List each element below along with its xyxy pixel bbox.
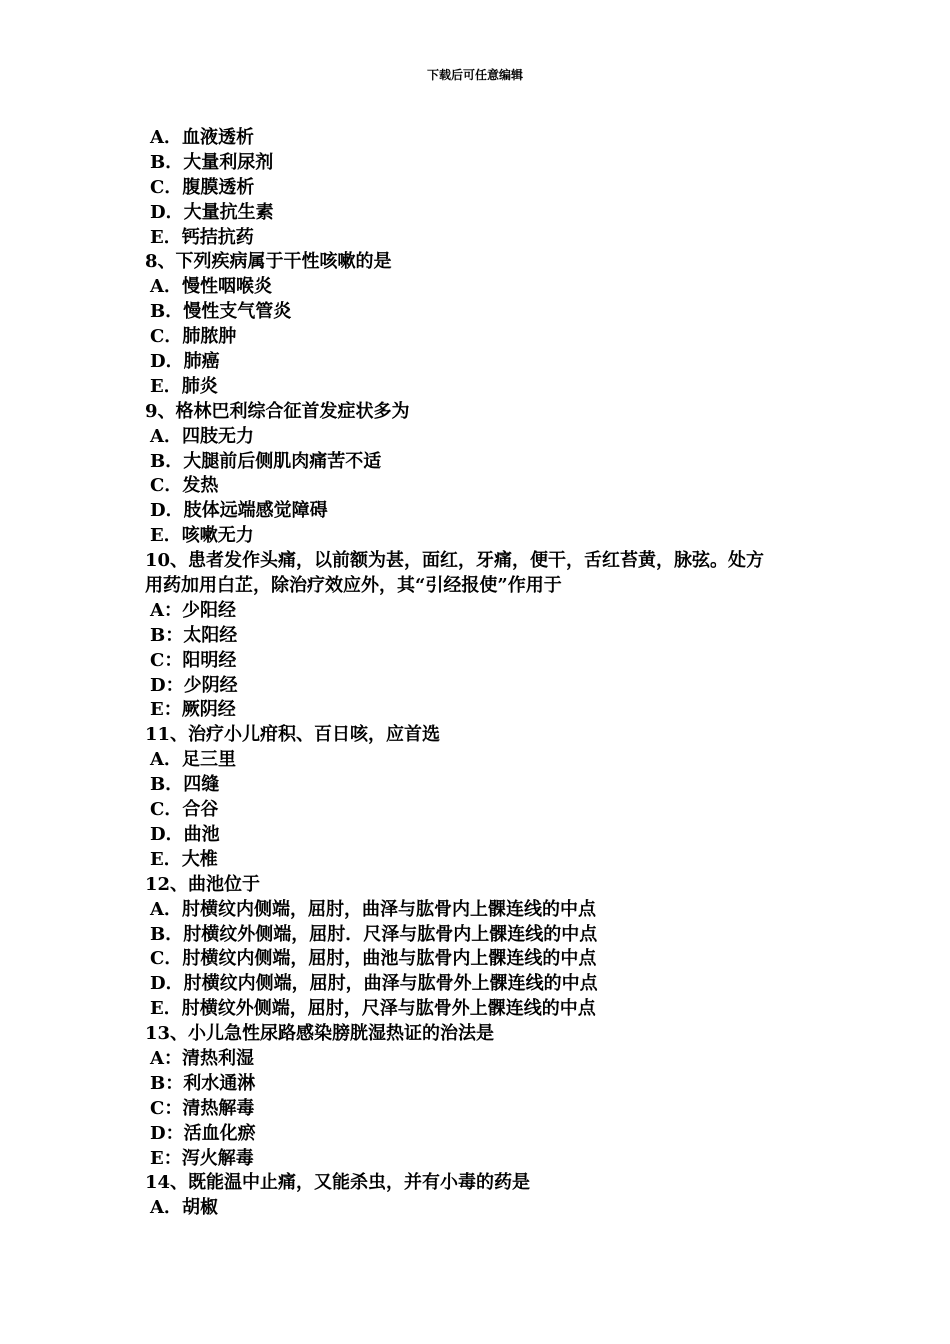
option-line: D．曲池 — [150, 823, 220, 845]
option-line: B：太阳经 — [150, 624, 238, 646]
question-line: 11、治疗小儿疳积、百日咳，应首选 — [145, 724, 441, 746]
option-line: E．咳嗽无力 — [150, 525, 254, 547]
option-line: C．合谷 — [150, 799, 219, 821]
option-line: D．肘横纹内侧端，屈肘，曲泽与肱骨外上髁连线的中点 — [150, 973, 598, 995]
option-line: B．大腿前后侧肌肉痛苦不适 — [150, 450, 382, 472]
option-line: D：少阴经 — [150, 674, 238, 696]
document-body — [145, 126, 825, 1221]
option-line: C：阳明经 — [150, 649, 237, 671]
option-line: D．大量抗生素 — [150, 201, 274, 223]
option-line: E．肘横纹外侧端，屈肘，尺泽与肱骨外上髁连线的中点 — [150, 998, 596, 1020]
question-line: 10、患者发作头痛，以前额为甚，面红，牙痛，便干，舌红苔黄，脉弦。处方 — [145, 550, 765, 572]
option-line: A．足三里 — [150, 749, 236, 771]
option-line: C．发热 — [150, 475, 219, 497]
option-line: C．腹膜透析 — [150, 176, 255, 198]
option-line: A．四肢无力 — [150, 425, 254, 447]
option-line: A：少阳经 — [150, 599, 236, 621]
option-line: C．肺脓肿 — [150, 326, 237, 348]
question-line: 14、既能温中止痛，又能杀虫，并有小毒的药是 — [145, 1172, 531, 1194]
option-line: D．肢体远端感觉障碍 — [150, 500, 328, 522]
option-line: B：利水通淋 — [150, 1072, 256, 1094]
option-line: A．慢性咽喉炎 — [150, 276, 272, 298]
question-line: 8、下列疾病属于干性咳嗽的是 — [145, 251, 392, 273]
question-line: 9、格林巴利综合征首发症状多为 — [145, 400, 410, 422]
option-line: A．肘横纹内侧端，屈肘，曲泽与肱骨内上髁连线的中点 — [150, 898, 596, 920]
option-line: E．肺炎 — [150, 375, 218, 397]
option-line: D：活血化瘀 — [150, 1122, 256, 1144]
option-line: C．肘横纹内侧端，屈肘，曲池与肱骨内上髁连线的中点 — [150, 948, 597, 970]
option-line: B．慢性支气管炎 — [150, 301, 292, 323]
option-line: D．肺癌 — [150, 351, 220, 373]
question-line: 13、小儿急性尿路感染膀胱湿热证的治法是 — [145, 1023, 495, 1045]
page-header: 下载后可任意编辑 — [426, 68, 523, 82]
option-line: E．钙拮抗药 — [150, 226, 254, 248]
option-line: A．血液透析 — [150, 127, 254, 148]
option-line: B．四缝 — [150, 774, 220, 796]
option-line: C：清热解毒 — [150, 1097, 255, 1119]
option-line: E：厥阴经 — [150, 699, 236, 721]
option-line: A．胡椒 — [150, 1197, 218, 1219]
question-line: 用药加用白芷，除治疗效应外，其“引经报使”作用于 — [145, 575, 562, 597]
option-line: B．肘横纹外侧端，屈肘．尺泽与肱骨内上髁连线的中点 — [150, 923, 598, 945]
option-line: B．大量利尿剂 — [150, 151, 274, 173]
option-line: E：泻火解毒 — [150, 1147, 254, 1169]
option-line: A：清热利湿 — [150, 1047, 254, 1069]
option-line: E．大椎 — [150, 848, 218, 870]
question-line: 12、曲池位于 — [145, 873, 261, 895]
